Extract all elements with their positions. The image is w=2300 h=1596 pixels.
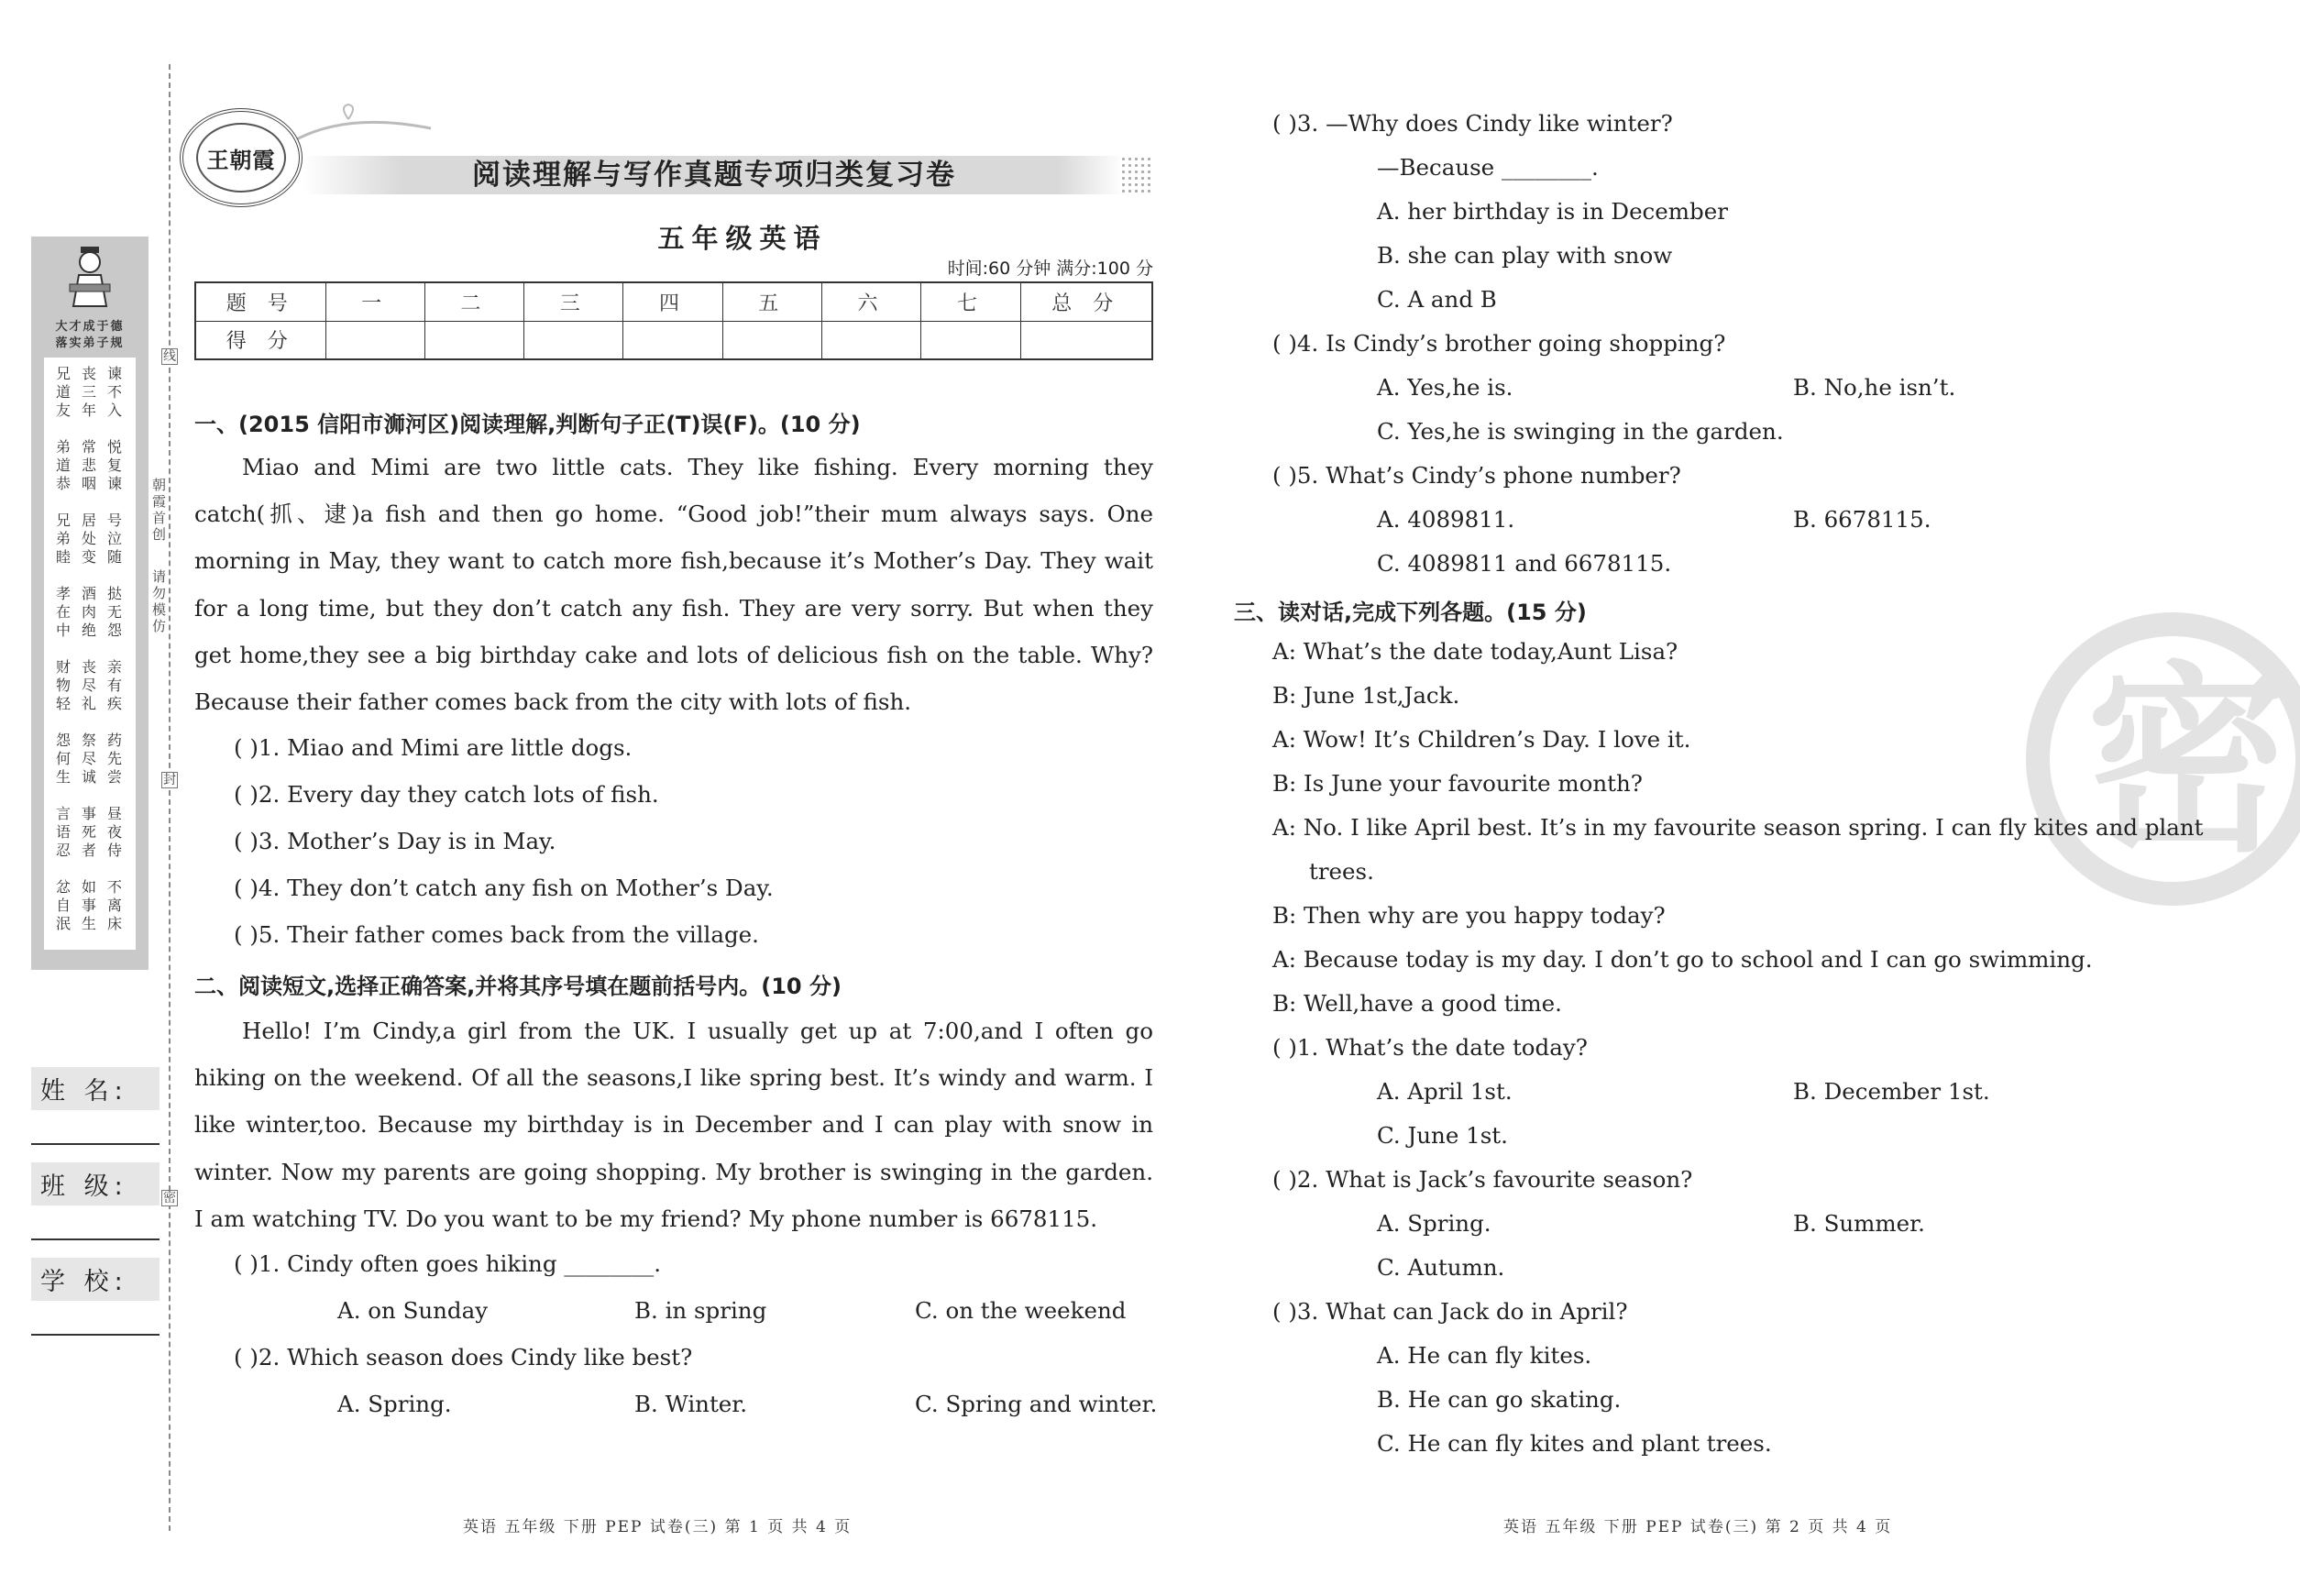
score-entry-cell[interactable] xyxy=(1020,321,1152,359)
binding-mark-seal: 封 xyxy=(163,773,176,787)
scholar-figure-icon xyxy=(62,244,117,308)
section1-passage: Miao and Mimi are two little cats. They like fishing. Every morning they catch(抓、逮)a fish and then go home. “Good job!”their mum always says. One morning in May, they want to catch more fish,because it’s Mother’s Day. They wait for a long time, but they don’t catch any fish. They are very sorry. But when they get home,they see a big birthday cake and lots of delicious fish on the table. Why? Because their father comes back from the city with lots of fish. xyxy=(194,454,1153,716)
verse-char: 礼 xyxy=(81,695,96,712)
binding-mark-line: 线 xyxy=(163,349,176,364)
verse-char: 疾 xyxy=(106,695,122,712)
brand-logo xyxy=(180,108,303,207)
score-entry-cell[interactable] xyxy=(524,321,623,359)
verse-char: 悦 xyxy=(106,438,122,456)
score-table-cell: 题 号 xyxy=(195,282,325,321)
section2-question-3: ( )3. —Why does Cindy like winter? xyxy=(1272,110,1673,137)
section1-title: 一、(2015 信阳市浉河区)阅读理解,判断句子正(T)误(F)。(10 分) xyxy=(194,412,861,437)
score-entry-cell[interactable] xyxy=(424,321,523,359)
section2-question-2: ( )2. Which season does Cindy like best? xyxy=(234,1344,693,1370)
option: C. Yes,he is swinging in the garden. xyxy=(1377,418,1784,445)
section1-question-4: ( )4. They don’t catch any fish on Mother’s Day. xyxy=(234,875,774,901)
score-table-cell: 七 xyxy=(921,282,1020,321)
verse-char: 复 xyxy=(106,457,122,474)
verse-char: 不 xyxy=(106,878,122,896)
option: C. on the weekend xyxy=(915,1297,1127,1324)
verse-char: 年 xyxy=(81,402,96,419)
verse-char: 丧 xyxy=(81,658,96,676)
verse-char: 变 xyxy=(81,548,96,566)
verse-char: 道 xyxy=(55,457,71,474)
verse-char: 昼 xyxy=(106,805,122,822)
verse-char: 诚 xyxy=(81,768,96,786)
option: B. He can go skating. xyxy=(1377,1386,1622,1413)
dialogue-line: A: No. I like April best. It’s in my favourite season spring. I can fly kites and plant xyxy=(1272,814,2204,841)
option: A. Yes,he is. xyxy=(1377,374,1513,401)
section2-passage: Hello! I’m Cindy,a girl from the UK. I usually get up at 7:00,and I often go hiking on the weekend. Of all the seasons,I like spring best. It’s windy and warm. I like winter,too. Because my birthday is in December and I can play with snow in winter. Now my parents are going shopping. My brother is swinging in the garden. I am watching TV. Do you want to be my friend? My phone number is 6678115. xyxy=(194,1018,1153,1232)
binding-line xyxy=(169,64,171,1531)
score-entry-cell[interactable] xyxy=(921,321,1020,359)
page-footer-right: 英语 五年级 下册 PEP 试卷(三) 第 2 页 共 4 页 xyxy=(1503,1518,1893,1536)
score-row-label: 得 分 xyxy=(195,321,325,359)
option: A. He can fly kites. xyxy=(1377,1342,1592,1369)
verse-char: 谏 xyxy=(106,475,122,492)
exam-series-title: 阅读理解与写作真题专项归类复习卷 xyxy=(472,159,956,192)
name-field[interactable] xyxy=(31,1143,160,1145)
dialogue-line: B: Then why are you happy today? xyxy=(1272,902,1666,929)
section1-question-1: ( )1. Miao and Mimi are little dogs. xyxy=(234,734,633,761)
section1-question-3: ( )3. Mother’s Day is in May. xyxy=(234,828,556,854)
binding-mark-secret: 密 xyxy=(163,1191,176,1205)
dialogue-line: A: What’s the date today,Aunt Lisa? xyxy=(1272,638,1678,665)
section3-question-2: ( )2. What is Jack’s favourite season? xyxy=(1272,1166,1693,1193)
score-table-score-row xyxy=(195,321,1152,359)
verse-char: 弟 xyxy=(55,530,71,547)
motto-line-1: 大才成于德 xyxy=(55,320,125,334)
score-table-cell: 总 分 xyxy=(1020,282,1152,321)
option: A. 4089811. xyxy=(1377,506,1515,533)
verse-char: 尽 xyxy=(81,750,96,767)
option: B. she can play with snow xyxy=(1377,242,1673,269)
section3-title: 三、读对话,完成下列各题。(15 分) xyxy=(1234,600,1587,625)
option: B. in spring xyxy=(634,1297,767,1324)
option: C. June 1st. xyxy=(1377,1122,1508,1149)
section2-question-1: ( )1. Cindy often goes hiking ________. xyxy=(234,1250,662,1277)
verse-char: 挞 xyxy=(106,585,122,602)
score-table-cell: 二 xyxy=(424,282,523,321)
verse-char: 语 xyxy=(55,823,71,841)
verse-char: 丧 xyxy=(81,365,96,382)
verse-char: 药 xyxy=(106,732,122,749)
section2-question-4: ( )4. Is Cindy’s brother going shopping? xyxy=(1272,330,1726,357)
option: B. No,he isn’t. xyxy=(1793,374,1956,401)
score-table-cell: 三 xyxy=(524,282,623,321)
motto-line-2: 落实弟子规 xyxy=(55,336,125,350)
option: C. A and B xyxy=(1377,286,1497,313)
verse-char: 兄 xyxy=(55,365,71,382)
verse-char: 无 xyxy=(106,603,122,621)
page-title: 五年级英语 xyxy=(657,223,828,254)
verse-char: 怨 xyxy=(106,622,122,639)
time-score-info: 时间:60 分钟 满分:100 分 xyxy=(947,259,1153,279)
verse-char: 忿 xyxy=(55,878,71,896)
dialogue-line: B: Well,have a good time. xyxy=(1272,990,1562,1017)
verse-char: 祭 xyxy=(81,732,96,749)
page-footer-left: 英语 五年级 下册 PEP 试卷(三) 第 1 页 共 4 页 xyxy=(463,1518,853,1536)
score-entry-cell[interactable] xyxy=(821,321,920,359)
option: B. 6678115. xyxy=(1793,506,1931,533)
score-entry-cell[interactable] xyxy=(722,321,821,359)
dialogue-line: B: Is June your favourite month? xyxy=(1272,770,1643,797)
section2-title: 二、阅读短文,选择正确答案,并将其序号填在题前括号内。(10 分) xyxy=(194,974,842,999)
section1-question-5: ( )5. Their father comes back from the village. xyxy=(234,921,759,948)
verse-char: 床 xyxy=(106,915,122,932)
verse-char: 自 xyxy=(55,897,71,914)
verse-char: 死 xyxy=(81,823,96,841)
dialogue-line: trees. xyxy=(1309,858,1374,885)
verse-char: 物 xyxy=(55,677,71,694)
question-continuation: —Because ________. xyxy=(1377,154,1599,181)
score-table xyxy=(194,281,1153,360)
verse-char: 道 xyxy=(55,383,71,401)
binding-note-original: 朝霞首创 xyxy=(152,477,167,543)
verse-char: 财 xyxy=(55,658,71,676)
score-table-cell: 五 xyxy=(722,282,821,321)
verse-char: 轻 xyxy=(55,695,71,712)
verse-char: 悲 xyxy=(81,457,96,474)
verse-char: 怨 xyxy=(55,732,71,749)
option: B. Winter. xyxy=(634,1391,748,1417)
score-table-header-row xyxy=(195,282,1152,321)
option: B. Summer. xyxy=(1793,1210,1925,1237)
verse-char: 泣 xyxy=(106,530,122,547)
option: A. on Sunday xyxy=(337,1297,489,1324)
verse-char: 离 xyxy=(106,897,122,914)
verse-char: 生 xyxy=(55,768,71,786)
school-label: 学 校: xyxy=(31,1258,160,1301)
option: A. Spring. xyxy=(1377,1210,1491,1237)
verse-char: 肉 xyxy=(81,603,96,621)
verse-char: 常 xyxy=(81,438,96,456)
option: C. Spring and winter. xyxy=(915,1391,1158,1417)
verse-char: 酒 xyxy=(81,585,96,602)
school-field[interactable] xyxy=(31,1334,160,1336)
option: C. He can fly kites and plant trees. xyxy=(1377,1430,1772,1457)
dizigui-verses xyxy=(44,358,136,950)
verse-char: 孝 xyxy=(55,585,71,602)
verse-char: 谏 xyxy=(106,365,122,382)
score-table-cell: 四 xyxy=(623,282,722,321)
verse-char: 号 xyxy=(106,512,122,529)
option: A. Spring. xyxy=(337,1391,452,1417)
verse-char: 恭 xyxy=(55,475,71,492)
verse-char: 侍 xyxy=(106,842,122,859)
verse-char: 在 xyxy=(55,603,71,621)
class-label: 班 级: xyxy=(31,1162,160,1205)
verse-char: 三 xyxy=(81,383,96,401)
dialogue-line: B: June 1st,Jack. xyxy=(1272,682,1460,709)
dialogue-line: A: Because today is my day. I don’t go to school and I can go swimming. xyxy=(1272,946,2093,973)
verse-char: 随 xyxy=(106,548,122,566)
verse-char: 者 xyxy=(81,842,96,859)
verse-char: 弟 xyxy=(55,438,71,456)
verse-char: 尽 xyxy=(81,677,96,694)
option: A. her birthday is in December xyxy=(1377,198,1728,225)
score-entry-cell[interactable] xyxy=(325,321,424,359)
binding-note-noimitate: 请勿模仿 xyxy=(152,568,167,634)
verse-char: 事 xyxy=(81,805,96,822)
verse-char: 处 xyxy=(81,530,96,547)
verse-char: 咽 xyxy=(81,475,96,492)
watermark-seal xyxy=(2026,612,2300,906)
section3-question-1: ( )1. What’s the date today? xyxy=(1272,1034,1588,1061)
verse-char: 兄 xyxy=(55,512,71,529)
option: A. April 1st. xyxy=(1377,1078,1513,1105)
verse-char: 言 xyxy=(55,805,71,822)
verse-char: 入 xyxy=(106,402,122,419)
verse-char: 生 xyxy=(81,915,96,932)
section1-question-2: ( )2. Every day they catch lots of fish. xyxy=(234,781,659,808)
verse-char: 忍 xyxy=(55,842,71,859)
section3-question-3: ( )3. What can Jack do in April? xyxy=(1272,1298,1628,1325)
verse-char: 友 xyxy=(55,402,71,419)
name-label: 姓 名: xyxy=(31,1067,160,1110)
watermark-char: 密 xyxy=(2086,642,2289,879)
verse-char: 如 xyxy=(81,878,96,896)
option: C. Autumn. xyxy=(1377,1254,1505,1281)
logo-text: 王朝霞 xyxy=(196,123,286,193)
verse-char: 亲 xyxy=(106,658,122,676)
verse-char: 有 xyxy=(106,677,122,694)
verse-char: 绝 xyxy=(81,622,96,639)
verse-char: 居 xyxy=(81,512,96,529)
verse-char: 先 xyxy=(106,750,122,767)
verse-char: 尝 xyxy=(106,768,122,786)
verse-char: 事 xyxy=(81,897,96,914)
score-table-cell: 六 xyxy=(821,282,920,321)
verse-char: 夜 xyxy=(106,823,122,841)
verse-char: 睦 xyxy=(55,548,71,566)
sidebar-panel xyxy=(31,237,149,970)
class-field[interactable] xyxy=(31,1238,160,1240)
dialogue-line: A: Wow! It’s Children’s Day. I love it. xyxy=(1272,726,1691,753)
score-table-cell: 一 xyxy=(325,282,424,321)
sidebar-motto xyxy=(31,319,149,352)
option: C. 4089811 and 6678115. xyxy=(1377,550,1672,577)
option: B. December 1st. xyxy=(1793,1078,1990,1105)
banner-dots xyxy=(1120,156,1151,194)
verse-char: 泯 xyxy=(55,915,71,932)
section2-question-5: ( )5. What’s Cindy’s phone number? xyxy=(1272,462,1681,489)
verse-char: 不 xyxy=(106,383,122,401)
verse-char: 何 xyxy=(55,750,71,767)
verse-char: 中 xyxy=(55,622,71,639)
score-entry-cell[interactable] xyxy=(623,321,722,359)
